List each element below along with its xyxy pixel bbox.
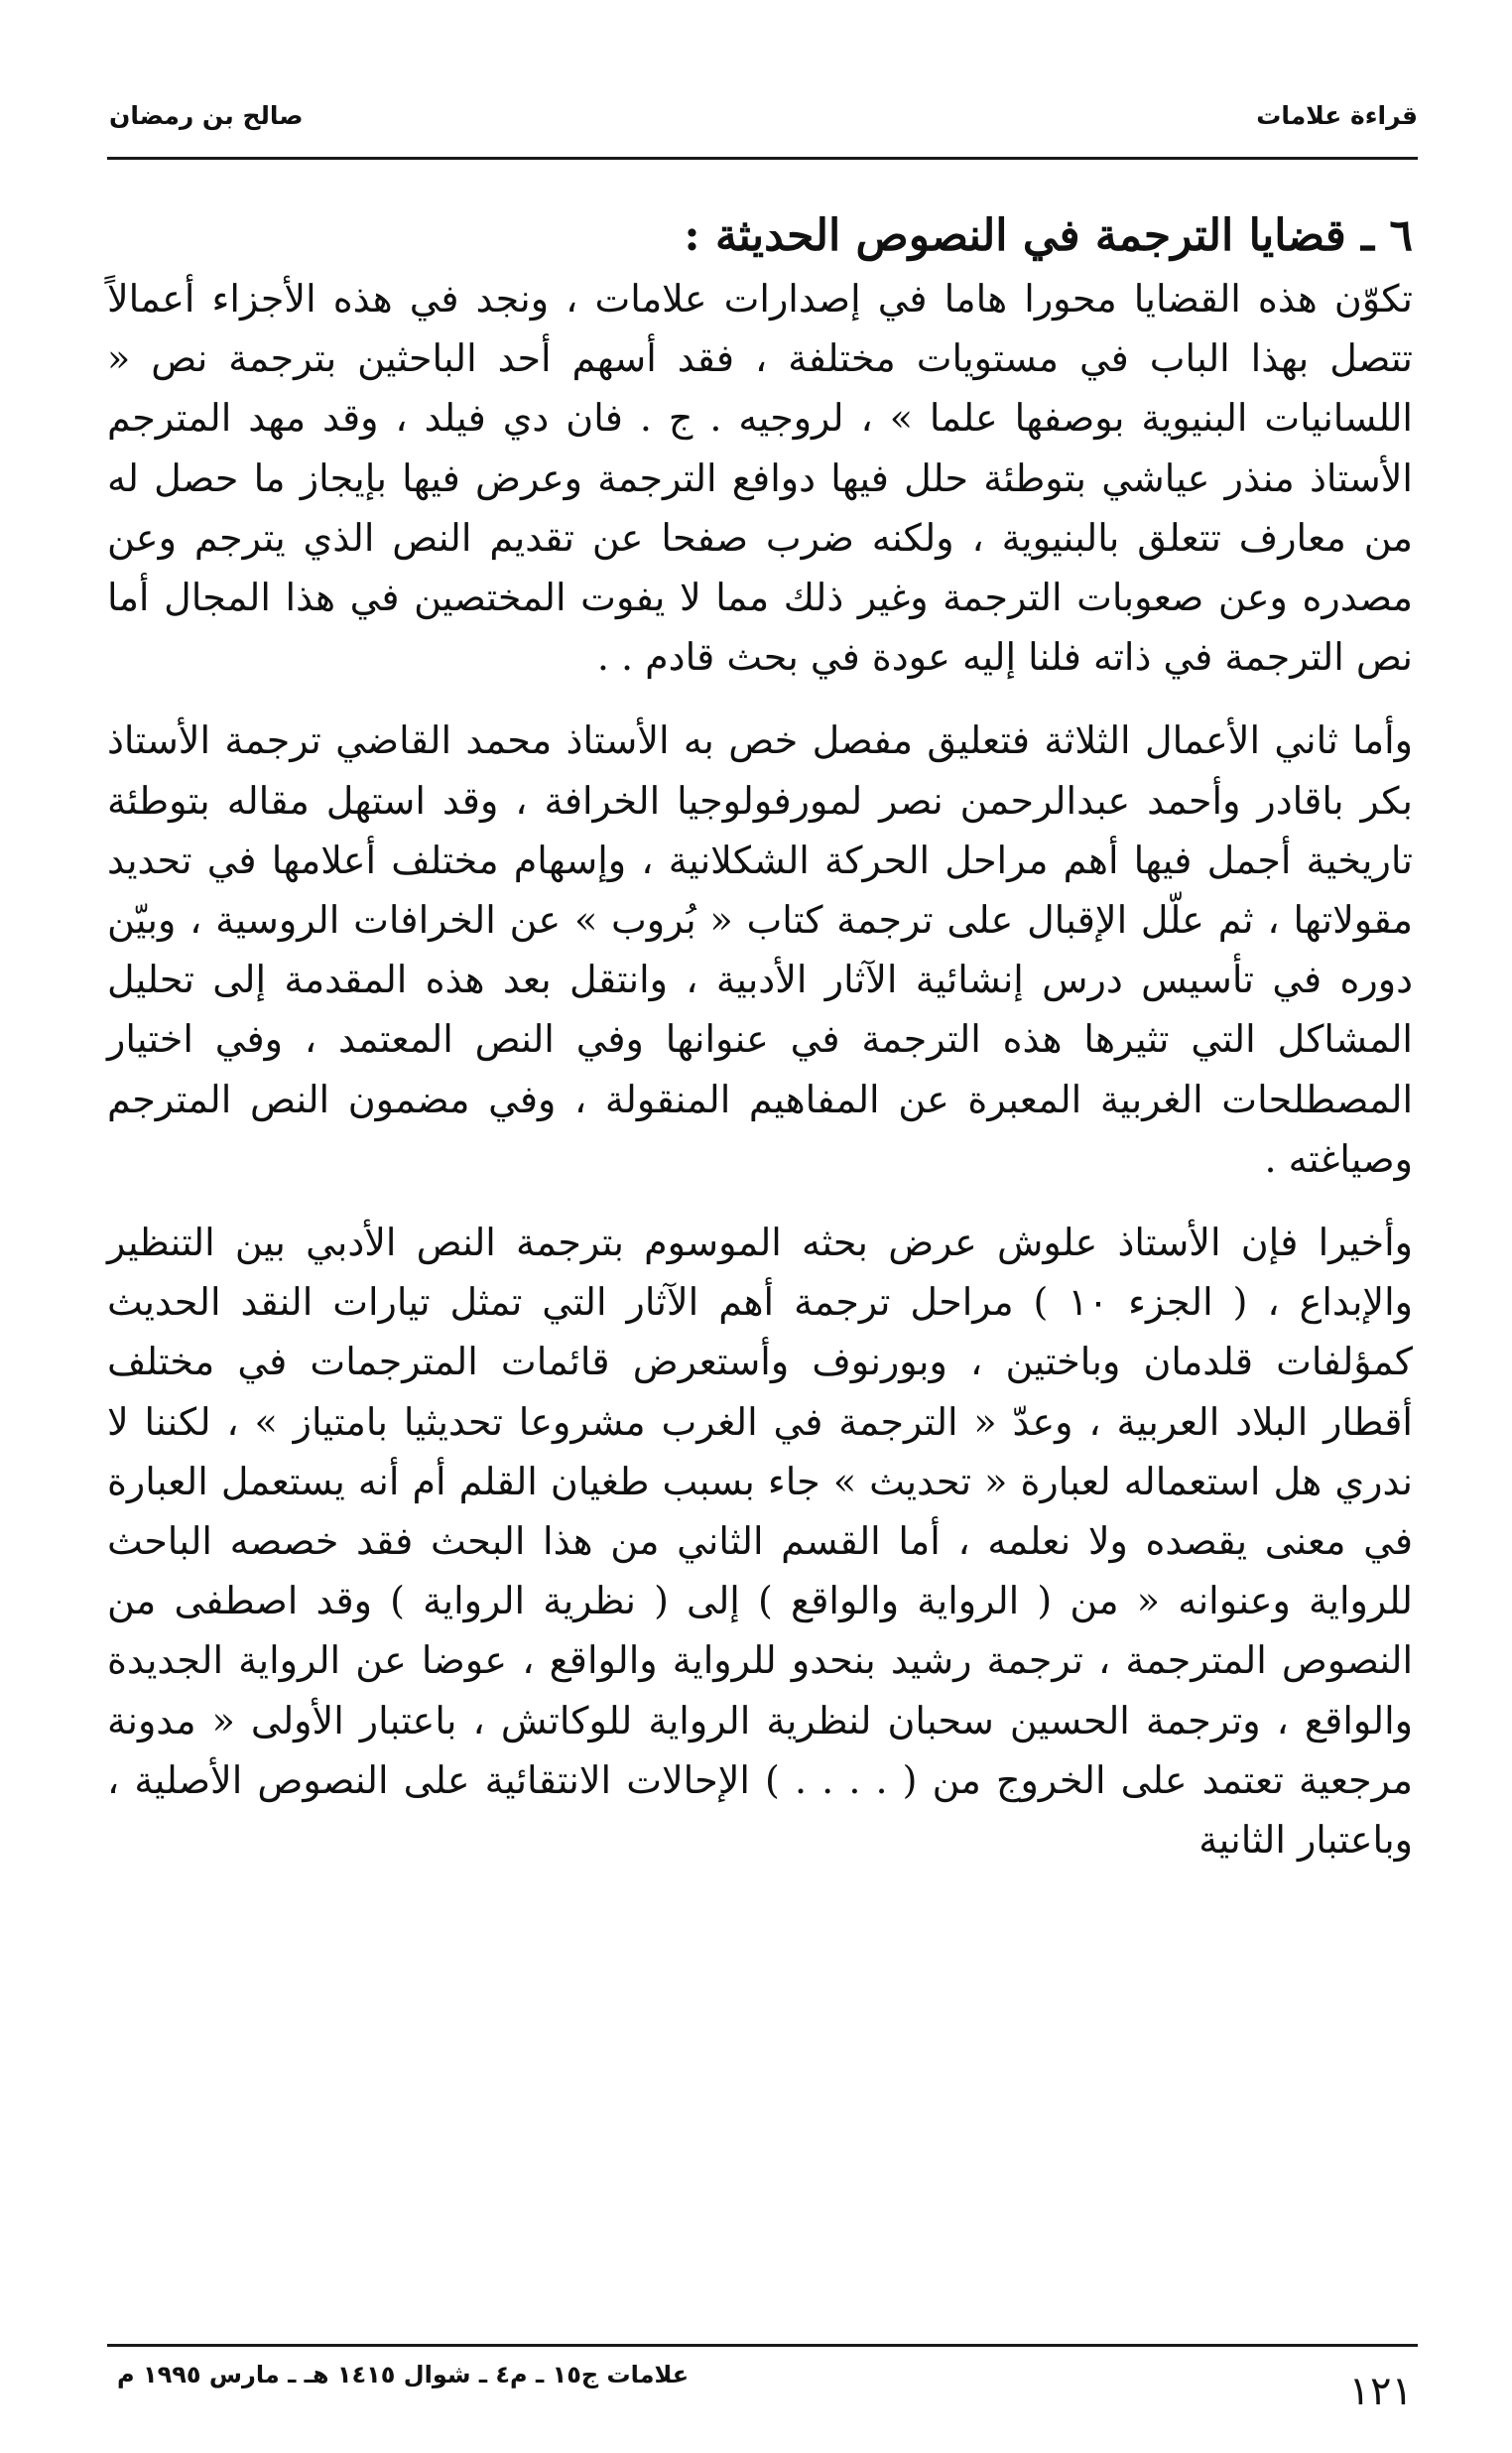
paragraph-1: تكوّن هذه القضايا محورا هاما في إصدارات علامات ، ونجد في هذه الأجزاء أعمالاً تتصل بهذا الباب في مستويات مختلفة ، فقد أسهم أحد الباحثين بترجمة نص « اللسانيات البنيوية بوصفها علما » ، لروجيه . ج . فان دي فيلد ، وقد مهد المترجم الأستاذ منذر عياشي بتوطئة حلل فيها دوافع الترجمة وعرض فيها بإيجاز ما حصل له من معارف تتعلق بالبنيوية ، ولكنه ضرب صفحا عن تقديم النص الذي يترجم وعن مصدره وعن صعوبات الترجمة وغير ذلك مما لا يفوت المختصين في هذا المجال أما نص الترجمة في ذاته فلنا إليه عودة في بحث قادم . . [107, 277, 1413, 680]
author-name: صالح بن رمضان [109, 100, 304, 130]
issue-citation: علامات ج١٥ ـ م٤ ـ شوال ١٤١٥ هـ ـ مارس ١٩٩٥ م [117, 2361, 690, 2388]
page-number: ١٢١ [1348, 2369, 1413, 2414]
paragraph-gap [107, 687, 1413, 710]
section-heading: ٦ ـ قضايا الترجمة في النصوص الحديثة : [684, 210, 1413, 261]
journal-section-title: قراءة علامات [1256, 100, 1418, 130]
page-footer [117, 2358, 1413, 2437]
paragraph-2: وأما ثاني الأعمال الثلاثة فتعليق مفصل خص به الأستاذ محمد القاضي ترجمة الأستاذ بكر باقادر وأحمد عبدالرحمن نصر لمورفولوجيا الخرافة ، وقد استهل مقاله بتوطئة تاريخية أجمل فيها أهم مراحل الحركة الشكلانية ، وإسهام مختلف أعلامها في تحديد مقولاتها ، ثم علّل الإقبال على ترجمة كتاب « بُروب » عن الخرافات الروسية ، وبيّن دوره في تأسيس درس إنشائية الآثار الأدبية ، وانتقل بعد هذه المقدمة إلى تحليل المشاكل التي تثيرها هذه الترجمة في عنوانها وفي النص المعتمد ، وفي اختيار المصطلحات الغربية المعبرة عن المفاهيم المنقولة ، وفي مضمون النص المترجم وصياغته . [107, 718, 1413, 1181]
paragraph-3: وأخيرا فإن الأستاذ علوش عرض بحثه الموسوم بترجمة النص الأدبي بين التنظير والإبداع ، ( الجزء ١٠ ) مراحل ترجمة أهم الآثار التي تمثل تيارات النقد الحديث كمؤلفات قلدمان وباختين ، وبورنوف وأستعرض قائمات المترجمات في مختلف أقطار البلاد العربية ، وعدّ « الترجمة في الغرب مشروعا تحديثيا بامتياز » ، لكننا لا ندري هل استعماله لعبارة « تحديث » جاء بسبب طغيان القلم أم أنه يستعمل العبارة في معنى يقصده ولا نعلمه ، أما القسم الثاني من هذا البحث فقد خصصه الباحث للرواية وعنوانه « من ( الرواية والواقع ) إلى ( نظرية الرواية ) وقد اصطفى من النصوص المترجمة ، ترجمة رشيد بنحدو للرواية والواقع ، عوضا عن الرواية الجديدة والواقع ، وترجمة الحسين سحبان لنظرية الرواية للوكاتش ، باعتبار الأولى « مدونة مرجعية تعتمد على الخروج من ( . . . . ) الإحالات الانتقائية على النصوص الأصلية ، وباعتبار الثانية [107, 1221, 1413, 1863]
header-rule [107, 157, 1418, 160]
body-text [107, 203, 1413, 1870]
footer-rule [107, 2344, 1418, 2347]
running-header [109, 93, 1418, 137]
paragraph-gap [107, 1189, 1413, 1213]
